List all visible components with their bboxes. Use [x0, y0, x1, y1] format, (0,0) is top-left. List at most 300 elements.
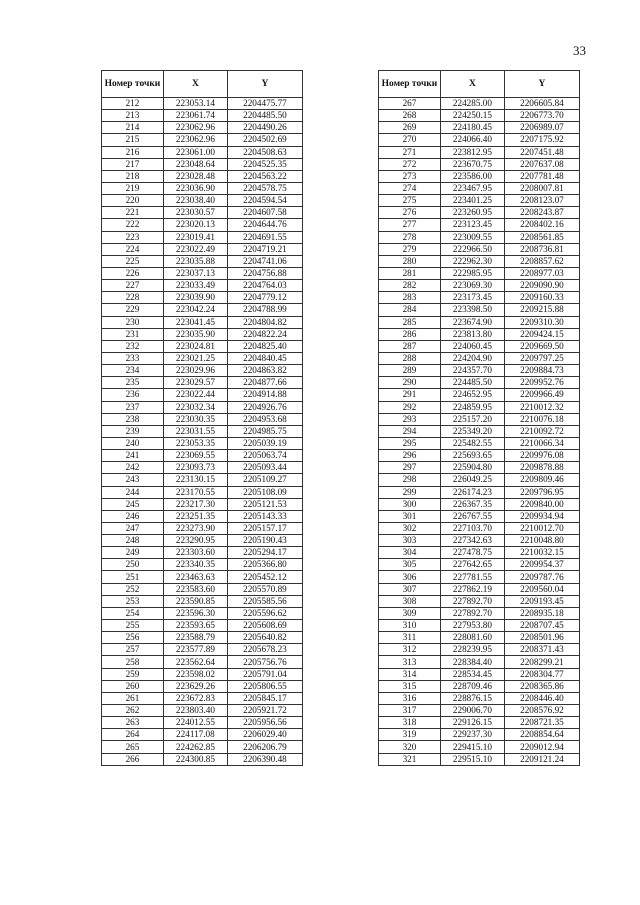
- table-row: [379, 377, 580, 389]
- cell-x: 226174.23: [440, 486, 504, 498]
- table-row: [102, 134, 303, 146]
- table-row: [379, 389, 580, 401]
- cell-point-number: 290: [379, 377, 441, 389]
- table-row: [379, 352, 580, 364]
- cell-point-number: 242: [102, 462, 164, 474]
- cell-x: 227781.55: [440, 571, 504, 583]
- cell-x: 223467.95: [440, 182, 504, 194]
- cell-point-number: 271: [379, 146, 441, 158]
- table-row: [379, 705, 580, 717]
- cell-y: 2205366.80: [227, 559, 302, 571]
- cell-point-number: 246: [102, 510, 164, 522]
- table-row: [102, 535, 303, 547]
- cell-x: 223030.35: [163, 413, 227, 425]
- table-row: [102, 304, 303, 316]
- table-row: [379, 304, 580, 316]
- cell-y: 2204914.88: [227, 389, 302, 401]
- cell-x: 223032.34: [163, 401, 227, 413]
- cell-x: 223340.35: [163, 559, 227, 571]
- cell-y: 2208299.21: [504, 656, 579, 668]
- cell-y: 2209160.33: [504, 292, 579, 304]
- cell-point-number: 240: [102, 437, 164, 449]
- cell-x: 223069.55: [163, 450, 227, 462]
- cell-y: 2209809.46: [504, 474, 579, 486]
- cell-x: 224652.95: [440, 389, 504, 401]
- table-row: [102, 437, 303, 449]
- cell-y: 2207175.92: [504, 134, 579, 146]
- cell-y: 2205678.23: [227, 644, 302, 656]
- cell-x: 223093.73: [163, 462, 227, 474]
- cell-x: 224262.85: [163, 741, 227, 753]
- cell-y: 2209954.37: [504, 559, 579, 571]
- cell-x: 223672.83: [163, 692, 227, 704]
- cell-point-number: 257: [102, 644, 164, 656]
- cell-x: 223039.90: [163, 292, 227, 304]
- cell-y: 2204563.22: [227, 170, 302, 182]
- cell-point-number: 247: [102, 522, 164, 534]
- cell-x: 222966.50: [440, 243, 504, 255]
- cell-y: 2204756.88: [227, 267, 302, 279]
- cell-x: 223217.30: [163, 498, 227, 510]
- cell-x: 223812.95: [440, 146, 504, 158]
- cell-x: 223598.02: [163, 668, 227, 680]
- cell-y: 2208304.77: [504, 668, 579, 680]
- cell-point-number: 263: [102, 717, 164, 729]
- cell-x: 223562.64: [163, 656, 227, 668]
- table-row: [102, 595, 303, 607]
- cell-point-number: 223: [102, 231, 164, 243]
- cell-y: 2205143.33: [227, 510, 302, 522]
- cell-x: 227342.63: [440, 535, 504, 547]
- cell-x: 222962.30: [440, 255, 504, 267]
- cell-point-number: 215: [102, 134, 164, 146]
- cell-y: 2209121.24: [504, 753, 579, 765]
- cell-point-number: 261: [102, 692, 164, 704]
- cell-x: 224250.15: [440, 110, 504, 122]
- cell-x: 223061.00: [163, 146, 227, 158]
- cell-y: 2204719.21: [227, 243, 302, 255]
- table-row: [102, 280, 303, 292]
- table-row: [379, 583, 580, 595]
- cell-y: 2205596.62: [227, 607, 302, 619]
- cell-point-number: 241: [102, 450, 164, 462]
- table-row: [102, 474, 303, 486]
- table-row: [379, 134, 580, 146]
- table-row: [379, 316, 580, 328]
- cell-point-number: 256: [102, 632, 164, 644]
- table-row: [102, 668, 303, 680]
- cell-x: 223303.60: [163, 547, 227, 559]
- table-row: [379, 607, 580, 619]
- cell-y: 2204578.75: [227, 182, 302, 194]
- cell-point-number: 224: [102, 243, 164, 255]
- cell-x: 223123.45: [440, 219, 504, 231]
- cell-x: 224485.50: [440, 377, 504, 389]
- table-row: [102, 413, 303, 425]
- cell-y: 2209797.25: [504, 352, 579, 364]
- cell-point-number: 293: [379, 413, 441, 425]
- cell-x: 223590.85: [163, 595, 227, 607]
- cell-y: 2210012.32: [504, 401, 579, 413]
- table-row: [102, 571, 303, 583]
- cell-point-number: 239: [102, 425, 164, 437]
- cell-y: 2205190.43: [227, 535, 302, 547]
- cell-x: 224859.95: [440, 401, 504, 413]
- cell-point-number: 258: [102, 656, 164, 668]
- cell-x: 225482.55: [440, 437, 504, 449]
- table-row: [102, 644, 303, 656]
- cell-y: 2205108.09: [227, 486, 302, 498]
- cell-x: 227953.80: [440, 620, 504, 632]
- cell-point-number: 264: [102, 729, 164, 741]
- table-row: [379, 729, 580, 741]
- cell-x: 224300.85: [163, 753, 227, 765]
- table-row: [379, 571, 580, 583]
- cell-y: 2205806.55: [227, 680, 302, 692]
- cell-y: 2209012.94: [504, 741, 579, 753]
- cell-x: 224066.40: [440, 134, 504, 146]
- cell-point-number: 221: [102, 207, 164, 219]
- cell-x: 225349.20: [440, 425, 504, 437]
- cell-x: 223022.49: [163, 243, 227, 255]
- cell-x: 227103.70: [440, 522, 504, 534]
- cell-x: 228876.15: [440, 692, 504, 704]
- cell-y: 2204804.82: [227, 316, 302, 328]
- cell-x: 223053.14: [163, 98, 227, 110]
- cell-x: 223401.25: [440, 195, 504, 207]
- table-row: [379, 644, 580, 656]
- cell-y: 2206206.79: [227, 741, 302, 753]
- cell-y: 2209669.50: [504, 340, 579, 352]
- table-row: [102, 340, 303, 352]
- cell-x: 223588.79: [163, 632, 227, 644]
- cell-point-number: 214: [102, 122, 164, 134]
- cell-point-number: 231: [102, 328, 164, 340]
- table-row: [379, 267, 580, 279]
- cell-point-number: 235: [102, 377, 164, 389]
- cell-point-number: 286: [379, 328, 441, 340]
- cell-x: 224285.00: [440, 98, 504, 110]
- cell-point-number: 280: [379, 255, 441, 267]
- cell-x: 223036.90: [163, 182, 227, 194]
- cell-y: 2204525.35: [227, 158, 302, 170]
- cell-x: 228534.45: [440, 668, 504, 680]
- cell-x: 223629.26: [163, 680, 227, 692]
- cell-x: 227892.70: [440, 607, 504, 619]
- cell-y: 2209424.15: [504, 328, 579, 340]
- table-row: [379, 280, 580, 292]
- cell-y: 2204741.06: [227, 255, 302, 267]
- cell-y: 2209884.73: [504, 365, 579, 377]
- table-row: [379, 717, 580, 729]
- cell-x: 223593.65: [163, 620, 227, 632]
- table-row: [102, 705, 303, 717]
- table-row: [102, 377, 303, 389]
- cell-y: 2207637.08: [504, 158, 579, 170]
- cell-y: 2208561.85: [504, 231, 579, 243]
- cell-x: 228384.40: [440, 656, 504, 668]
- cell-point-number: 278: [379, 231, 441, 243]
- cell-x: 223170.55: [163, 486, 227, 498]
- cell-x: 223021.25: [163, 352, 227, 364]
- header-point-number: Номер точки: [379, 71, 441, 98]
- table-row: [102, 717, 303, 729]
- table-row: [102, 219, 303, 231]
- cell-x: 228239.95: [440, 644, 504, 656]
- cell-point-number: 291: [379, 389, 441, 401]
- cell-y: 2208857.62: [504, 255, 579, 267]
- cell-x: 223037.13: [163, 267, 227, 279]
- cell-y: 2204764.03: [227, 280, 302, 292]
- cell-point-number: 269: [379, 122, 441, 134]
- cell-y: 2205956.56: [227, 717, 302, 729]
- table-row: [379, 219, 580, 231]
- cell-y: 2209796.95: [504, 486, 579, 498]
- table-header-row: [379, 71, 580, 98]
- table-row: [102, 158, 303, 170]
- header-y: Y: [227, 71, 302, 98]
- cell-y: 2204779.12: [227, 292, 302, 304]
- cell-y: 2208371.43: [504, 644, 579, 656]
- cell-x: 227642.65: [440, 559, 504, 571]
- cell-x: 224204.90: [440, 352, 504, 364]
- cell-point-number: 300: [379, 498, 441, 510]
- cell-point-number: 314: [379, 668, 441, 680]
- cell-x: 223048.64: [163, 158, 227, 170]
- cell-x: 223019.41: [163, 231, 227, 243]
- table-row: [379, 437, 580, 449]
- cell-y: 2208576.92: [504, 705, 579, 717]
- cell-point-number: 295: [379, 437, 441, 449]
- cell-point-number: 233: [102, 352, 164, 364]
- cell-y: 2204863.82: [227, 365, 302, 377]
- cell-x: 229415.10: [440, 741, 504, 753]
- cell-point-number: 299: [379, 486, 441, 498]
- table-row: [102, 122, 303, 134]
- table-row: [379, 620, 580, 632]
- cell-y: 2206773.70: [504, 110, 579, 122]
- cell-y: 2208365.86: [504, 680, 579, 692]
- cell-y: 2205093.44: [227, 462, 302, 474]
- cell-x: 223031.55: [163, 425, 227, 437]
- cell-x: 223813.80: [440, 328, 504, 340]
- cell-y: 2209090.90: [504, 280, 579, 292]
- table-row: [102, 632, 303, 644]
- cell-y: 2209310.30: [504, 316, 579, 328]
- cell-y: 2204691.55: [227, 231, 302, 243]
- cell-y: 2208243.87: [504, 207, 579, 219]
- cell-y: 2206989.07: [504, 122, 579, 134]
- cell-y: 2209560.04: [504, 583, 579, 595]
- coordinates-table-left: [101, 70, 303, 766]
- cell-point-number: 282: [379, 280, 441, 292]
- cell-point-number: 212: [102, 98, 164, 110]
- cell-y: 2205157.17: [227, 522, 302, 534]
- table-row: [379, 632, 580, 644]
- table-row: [102, 692, 303, 704]
- cell-y: 2204508.63: [227, 146, 302, 158]
- table-row: [379, 122, 580, 134]
- table-row: [102, 462, 303, 474]
- table-row: [102, 547, 303, 559]
- cell-y: 2206605.84: [504, 98, 579, 110]
- cell-x: 223062.96: [163, 134, 227, 146]
- cell-point-number: 287: [379, 340, 441, 352]
- cell-x: 223024.81: [163, 340, 227, 352]
- cell-point-number: 288: [379, 352, 441, 364]
- cell-point-number: 222: [102, 219, 164, 231]
- cell-point-number: 302: [379, 522, 441, 534]
- cell-point-number: 281: [379, 267, 441, 279]
- cell-point-number: 318: [379, 717, 441, 729]
- cell-point-number: 274: [379, 182, 441, 194]
- cell-x: 223038.40: [163, 195, 227, 207]
- cell-point-number: 253: [102, 595, 164, 607]
- cell-y: 2205585.56: [227, 595, 302, 607]
- cell-point-number: 289: [379, 365, 441, 377]
- cell-y: 2204788.99: [227, 304, 302, 316]
- cell-x: 223251.35: [163, 510, 227, 522]
- table-row: [379, 158, 580, 170]
- cell-point-number: 251: [102, 571, 164, 583]
- cell-point-number: 272: [379, 158, 441, 170]
- table-row: [102, 316, 303, 328]
- cell-point-number: 238: [102, 413, 164, 425]
- cell-y: 2204475.77: [227, 98, 302, 110]
- header-point-number: Номер точки: [102, 71, 164, 98]
- cell-x: 223042.24: [163, 304, 227, 316]
- table-row: [379, 510, 580, 522]
- cell-point-number: 220: [102, 195, 164, 207]
- cell-point-number: 237: [102, 401, 164, 413]
- cell-point-number: 244: [102, 486, 164, 498]
- cell-x: 223029.96: [163, 365, 227, 377]
- cell-y: 2205039.19: [227, 437, 302, 449]
- cell-point-number: 266: [102, 753, 164, 765]
- table-row: [102, 365, 303, 377]
- table-row: [379, 680, 580, 692]
- table-row: [102, 195, 303, 207]
- cell-point-number: 249: [102, 547, 164, 559]
- table-row: [102, 729, 303, 741]
- table-row: [379, 450, 580, 462]
- cell-y: 2209215.88: [504, 304, 579, 316]
- table-row: [102, 401, 303, 413]
- cell-point-number: 227: [102, 280, 164, 292]
- table-row: [379, 547, 580, 559]
- cell-y: 2208721.35: [504, 717, 579, 729]
- cell-point-number: 276: [379, 207, 441, 219]
- table-row: [379, 753, 580, 765]
- cell-y: 2205063.74: [227, 450, 302, 462]
- table-row: [102, 510, 303, 522]
- cell-y: 2208736.81: [504, 243, 579, 255]
- cell-point-number: 252: [102, 583, 164, 595]
- cell-y: 2208446.40: [504, 692, 579, 704]
- cell-point-number: 277: [379, 219, 441, 231]
- table-row: [379, 425, 580, 437]
- cell-x: 225693.65: [440, 450, 504, 462]
- cell-point-number: 284: [379, 304, 441, 316]
- cell-point-number: 275: [379, 195, 441, 207]
- cell-point-number: 294: [379, 425, 441, 437]
- table-row: [102, 98, 303, 110]
- cell-x: 226767.55: [440, 510, 504, 522]
- cell-point-number: 225: [102, 255, 164, 267]
- cell-y: 2207781.48: [504, 170, 579, 182]
- table-row: [102, 607, 303, 619]
- cell-y: 2210092.72: [504, 425, 579, 437]
- table-row: [379, 365, 580, 377]
- cell-x: 223029.57: [163, 377, 227, 389]
- cell-point-number: 279: [379, 243, 441, 255]
- header-x: X: [163, 71, 227, 98]
- cell-x: 223035.90: [163, 328, 227, 340]
- cell-y: 2208854.64: [504, 729, 579, 741]
- cell-point-number: 297: [379, 462, 441, 474]
- cell-y: 2206029.40: [227, 729, 302, 741]
- header-y: Y: [504, 71, 579, 98]
- table-row: [102, 559, 303, 571]
- cell-y: 2209934.94: [504, 510, 579, 522]
- table-row: [102, 207, 303, 219]
- cell-x: 223130.15: [163, 474, 227, 486]
- cell-point-number: 216: [102, 146, 164, 158]
- table-row: [379, 243, 580, 255]
- cell-x: 222985.95: [440, 267, 504, 279]
- cell-point-number: 313: [379, 656, 441, 668]
- cell-x: 228709.46: [440, 680, 504, 692]
- cell-point-number: 321: [379, 753, 441, 765]
- cell-y: 2209966.49: [504, 389, 579, 401]
- table-row: [379, 292, 580, 304]
- cell-y: 2206390.48: [227, 753, 302, 765]
- table-header-row: [102, 71, 303, 98]
- cell-y: 2208935.18: [504, 607, 579, 619]
- table-row: [102, 680, 303, 692]
- table-row: [379, 98, 580, 110]
- table-row: [102, 328, 303, 340]
- cell-x: 223260.95: [440, 207, 504, 219]
- table-row: [379, 182, 580, 194]
- cell-x: 223069.30: [440, 280, 504, 292]
- table-row: [379, 401, 580, 413]
- cell-x: 223030.57: [163, 207, 227, 219]
- table-row: [102, 182, 303, 194]
- cell-y: 2204840.45: [227, 352, 302, 364]
- cell-y: 2205756.76: [227, 656, 302, 668]
- cell-x: 229006.70: [440, 705, 504, 717]
- cell-y: 2204985.75: [227, 425, 302, 437]
- cell-y: 2204490.26: [227, 122, 302, 134]
- table-row: [379, 559, 580, 571]
- cell-y: 2205608.69: [227, 620, 302, 632]
- cell-y: 2205452.12: [227, 571, 302, 583]
- cell-x: 223022.44: [163, 389, 227, 401]
- table-row: [102, 741, 303, 753]
- table-row: [379, 170, 580, 182]
- table-row: [379, 146, 580, 158]
- cell-point-number: 262: [102, 705, 164, 717]
- cell-point-number: 219: [102, 182, 164, 194]
- cell-point-number: 320: [379, 741, 441, 753]
- cell-y: 2210066.34: [504, 437, 579, 449]
- cell-point-number: 230: [102, 316, 164, 328]
- table-row: [102, 352, 303, 364]
- cell-y: 2208501.96: [504, 632, 579, 644]
- cell-x: 223028.48: [163, 170, 227, 182]
- cell-point-number: 312: [379, 644, 441, 656]
